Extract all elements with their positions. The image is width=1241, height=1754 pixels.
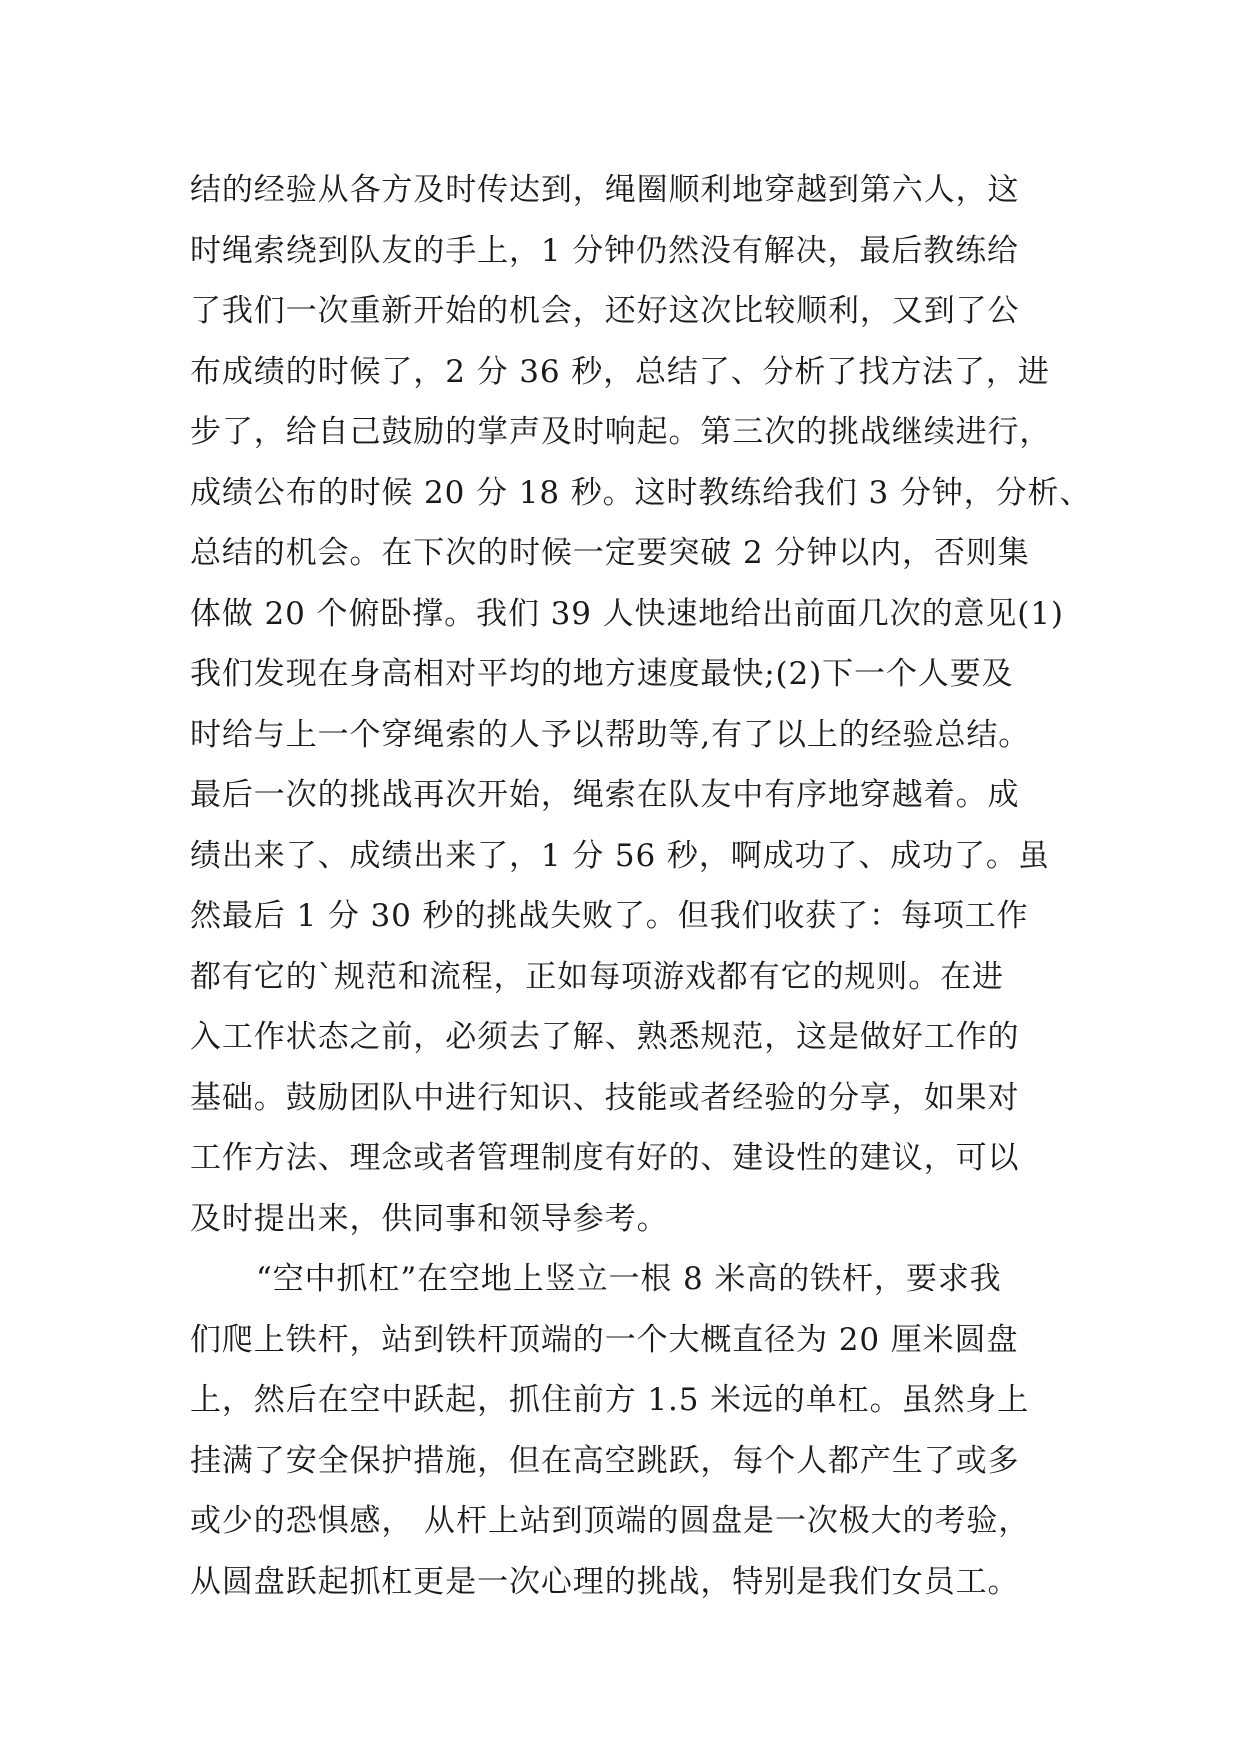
text-line: 布成绩的时候了，2 分 36 秒，总结了、分析了找方法了，进 — [190, 353, 1050, 390]
text-line: 及时提出来，供同事和领导参考。 — [190, 1200, 669, 1237]
text-line: 然最后 1 分 30 秒的挑战失败了。但我们收获了：每项工作 — [190, 898, 1029, 934]
text-line: 时给与上一个穿绳索的人予以帮助等,有了以上的经验总结。 — [190, 716, 1031, 753]
text-line: 基础。鼓励团队中进行知识、技能或者经验的分享，如果对 — [190, 1079, 1020, 1116]
paragraph-first-line: “空中抓杠”在空地上竖立一根 8 米高的铁杆，要求我 — [256, 1261, 1002, 1297]
text-line: 们爬上铁杆，站到铁杆顶端的一个大概直径为 20 厘米圆盘 — [190, 1321, 1019, 1358]
text-line: 时绳索绕到队友的手上，1 分钟仍然没有解决，最后教练给 — [190, 232, 1019, 269]
text-line: 从圆盘跃起抓杠更是一次心理的挑战，特别是我们女员工。 — [190, 1563, 1020, 1600]
text-line: 我们发现在身高相对平均的地方速度最快;(2)下一个人要及 — [190, 656, 1014, 692]
body-text — [190, 160, 1092, 1612]
text-line: 或少的恐惧感， 从杆上站到顶端的圆盘是一次极大的考验， — [190, 1503, 1031, 1539]
text-line: 上，然后在空中跃起，抓住前方 1.5 米远的单杠。虽然身上 — [190, 1382, 1030, 1418]
text-line: 成绩公布的时候 20 分 18 秒。这时教练给我们 3 分钟，分析、 — [190, 474, 1092, 511]
text-line: 入工作状态之前，必须去了解、熟悉规范，这是做好工作的 — [190, 1019, 1020, 1055]
text-line: 工作方法、理念或者管理制度有好的、建设性的建议，可以 — [190, 1140, 1020, 1176]
text-line: 了我们一次重新开始的机会，还好这次比较顺利，又到了公 — [190, 293, 1020, 329]
text-line: 结的经验从各方及时传达到，绳圈顺利地穿越到第六人，这 — [190, 172, 1020, 208]
text-line: 体做 20 个俯卧撑。我们 39 人快速地给出前面几次的意见(1) — [190, 595, 1064, 632]
text-line: 挂满了安全保护措施，但在高空跳跃，每个人都产生了或多 — [190, 1442, 1020, 1479]
text-line: 步了，给自己鼓励的掌声及时响起。第三次的挑战继续进行， — [190, 414, 1052, 450]
text-line: 绩出来了、成绩出来了，1 分 56 秒，啊成功了、成功了。虽 — [190, 837, 1050, 874]
text-line: 总结的机会。在下次的时候一定要突破 2 分钟以内，否则集 — [190, 535, 1030, 571]
text-line: 最后一次的挑战再次开始，绳索在队友中有序地穿越着。成 — [190, 777, 1020, 813]
text-line: 都有它的`规范和流程，正如每项游戏都有它的规则。在进 — [190, 958, 1004, 995]
